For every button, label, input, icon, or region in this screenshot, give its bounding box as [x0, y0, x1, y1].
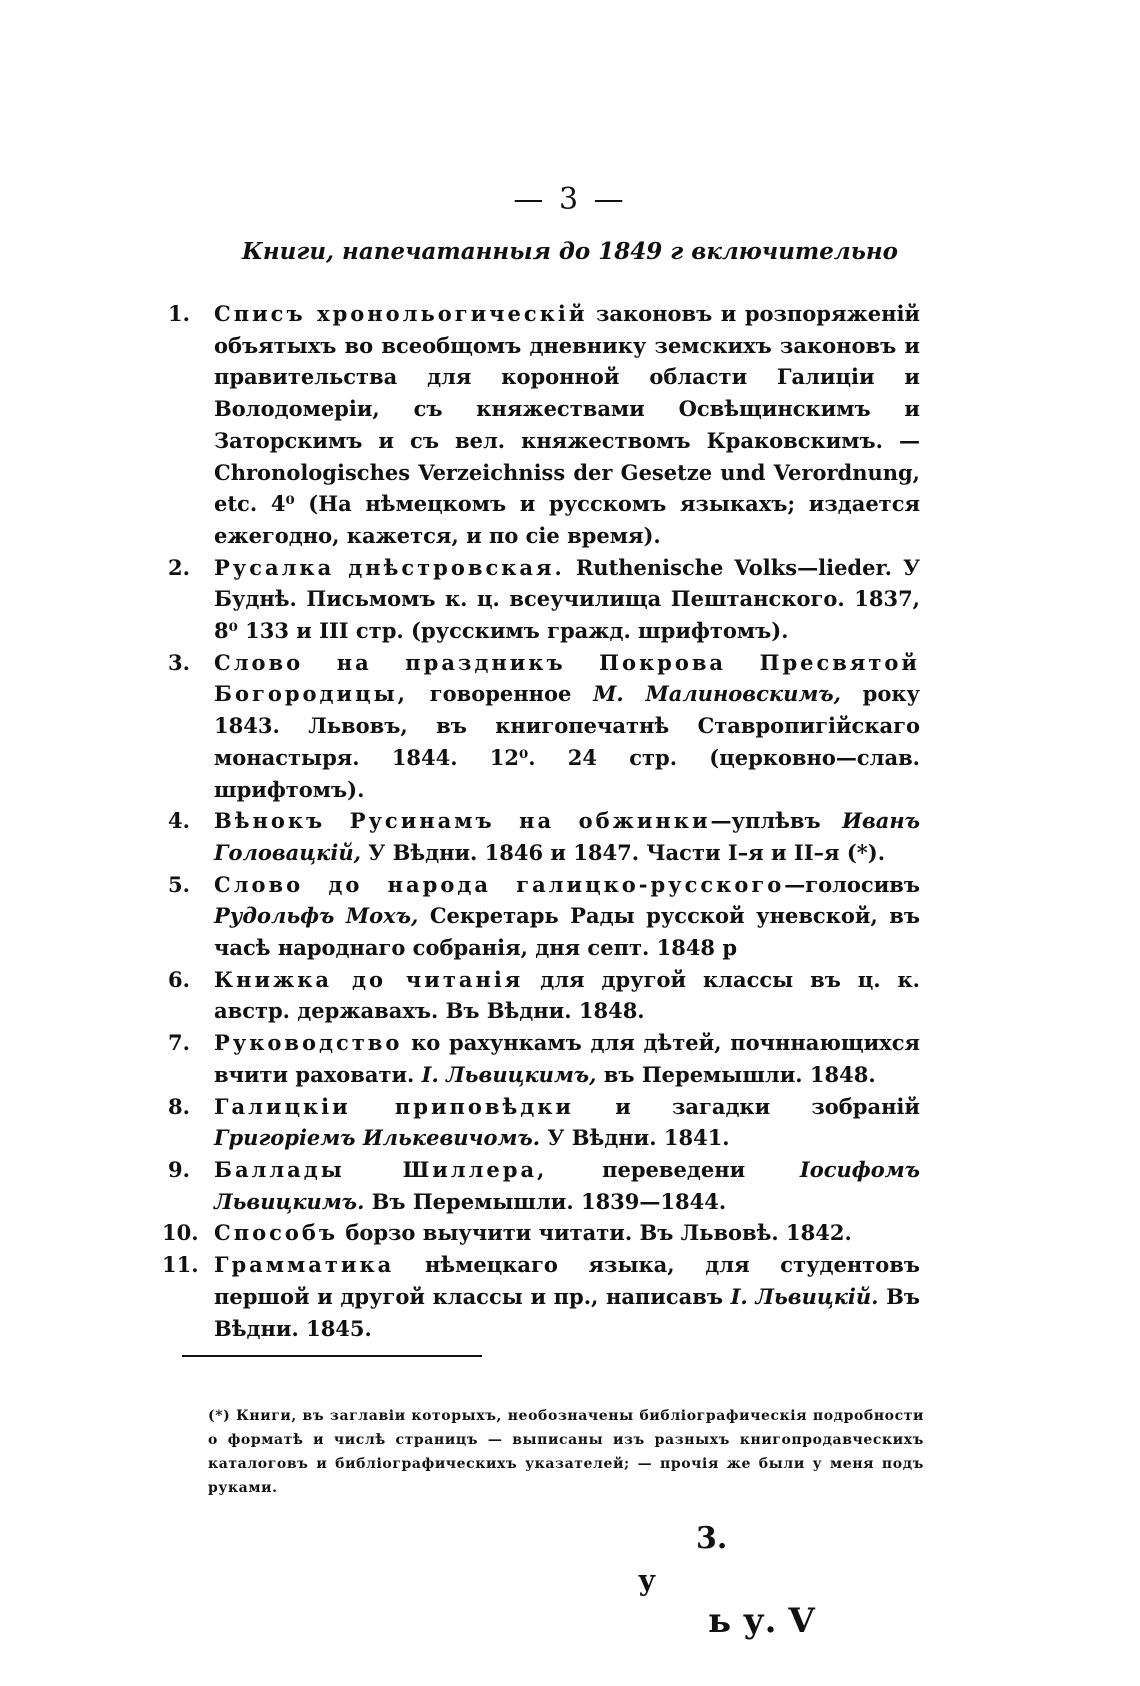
- entry-number: 3.: [168, 649, 190, 675]
- entry-text: нѣмецкаго языка, для студентовъ першой и другой классы и пр., написавъ: [214, 1252, 920, 1309]
- entry-text-after: Въ Вѣдни. 1845.: [214, 1283, 920, 1341]
- list-item: [168, 647, 920, 806]
- page-heading: Книги, напечатанныя до 1849 г включительно: [241, 238, 899, 265]
- list-item: [168, 552, 920, 647]
- entry-title: Грамматика: [214, 1252, 395, 1278]
- entry-number: 7.: [168, 1030, 190, 1056]
- entry-title: Книжка до читанія: [214, 966, 524, 992]
- entry-number: 6.: [168, 966, 190, 992]
- entry-title: Руководство: [214, 1030, 403, 1056]
- entry-title: Вѣнокъ Русинамъ на обжинки: [214, 808, 711, 834]
- entry-text-after: въ Перемышли. 1848.: [596, 1061, 876, 1087]
- mark-2: у: [638, 1564, 656, 1597]
- entry-author: I. Львицкимъ,: [421, 1061, 597, 1087]
- footnote-divider: [182, 1355, 482, 1357]
- entry-author: I. Львицкій.: [730, 1283, 879, 1309]
- entry-author: Рудольфъ Мохъ,: [214, 903, 419, 929]
- entry-text-after: Секретарь Рады русской уневской, въ часѣ народнаго собранія, дня септ. 1848 р: [214, 903, 920, 961]
- entry-text: Ruthenische Volks—lieder. У Буднѣ. Письмомъ к. ц. всеучилища Пештанского. 1837, 8⁰ 133 и III стр. (русскимъ гражд. шрифтомъ).: [214, 554, 920, 644]
- entry-number: 8.: [168, 1093, 190, 1119]
- list-item: [162, 1249, 920, 1344]
- list-item: [162, 1217, 920, 1249]
- entry-number: 11.: [162, 1252, 199, 1278]
- entry-title: Слово на праздникъ Покрова Пресвятой Богородицы,: [214, 649, 920, 707]
- entry-text: и загадки зобраній: [574, 1093, 920, 1119]
- entry-number: 2.: [168, 554, 190, 580]
- list-item: [168, 1027, 920, 1090]
- mark-3: ь у. V: [708, 1601, 815, 1641]
- entry-author: М. Малиновскимъ,: [593, 681, 841, 707]
- bibliography-list: [162, 298, 920, 1344]
- entry-title: Галицкіи приповѣдки: [214, 1093, 575, 1119]
- page-number: — 3 —: [513, 182, 627, 217]
- entry-title: Списъ хронольогическій: [214, 301, 588, 326]
- entry-text: для другой классы въ ц. к. австр. державахъ. Въ Вѣдни. 1848.: [214, 966, 920, 1024]
- entry-title: Русалка днѣстровская.: [214, 554, 565, 580]
- list-item: [168, 964, 920, 1027]
- entry-text: переведени: [547, 1156, 800, 1182]
- handwritten-marks: [620, 1520, 880, 1650]
- entry-text: —голосивъ: [784, 871, 920, 897]
- entry-text-after: У Вѣдни. 1846 и 1847. Части I–я и II–я (*).: [360, 839, 886, 865]
- entry-text: законовъ и розпоряженій объятыхъ во всеобщомъ дневнику земскихъ законовъ и правительства для коронной области Галиціи и Володомеріи, съ княжествами Освѣщинскимъ и Заторскимъ и съ вел. княжествомъ Краковскимъ. — Chronologisches Verzeichniss der Gesetze und Verordnung, etc. 4⁰ (На нѣмецкомъ и русскомъ языкахъ; издается ежегодно, кажется, и по сіе время).: [214, 301, 920, 548]
- entry-author: Iосифомъ Львицкимъ.: [214, 1156, 920, 1214]
- entry-number: 10.: [162, 1220, 199, 1246]
- entry-text: борзо выучити читати. Въ Львовѣ. 1842.: [338, 1220, 852, 1246]
- entry-number: 1.: [168, 301, 190, 326]
- entry-text-after: Въ Перемышли. 1839—1844.: [364, 1188, 727, 1214]
- entry-author: Иванъ Головацкій,: [214, 808, 920, 865]
- list-item: [168, 1091, 920, 1154]
- entry-number: 4.: [168, 808, 190, 834]
- entry-title: Способъ: [214, 1220, 339, 1246]
- entry-title: Слово до народа галицко-русского: [214, 871, 785, 897]
- entry-title: Баллады Шиллера,: [214, 1156, 548, 1182]
- entry-text: ко рахункамъ для дѣтей, почннающихся вчити раховати.: [214, 1030, 920, 1087]
- mark-1: 3.: [696, 1521, 728, 1556]
- list-item: [168, 805, 920, 868]
- entry-number: 5.: [168, 871, 190, 897]
- footnote: (*) Книги, въ заглавіи которыхъ, необозначены библіографическія подробности о форматѣ и числѣ страницъ — выписаны изъ разныхъ книгопродавческихъ каталоговъ и библіографическихъ указателей; — прочія же были у меня подъ руками.: [208, 1408, 924, 1496]
- entry-text-after: У Вѣдни. 1841.: [540, 1125, 730, 1151]
- entry-text-after: року 1843. Львовъ, въ книгопечатнѣ Ставропигійскаго монастыря. 1844. 12⁰. 24 стр. (церковно—слав. шрифтомъ).: [214, 681, 920, 802]
- entry-text: —уплѣвъ: [710, 808, 843, 834]
- entry-author: Григоріемъ Илькевичомъ.: [214, 1125, 541, 1151]
- list-item: [168, 1154, 920, 1217]
- list-item: [168, 298, 920, 552]
- entry-text: говоренное: [407, 681, 594, 707]
- entry-number: 9.: [168, 1156, 190, 1182]
- list-item: [168, 869, 920, 964]
